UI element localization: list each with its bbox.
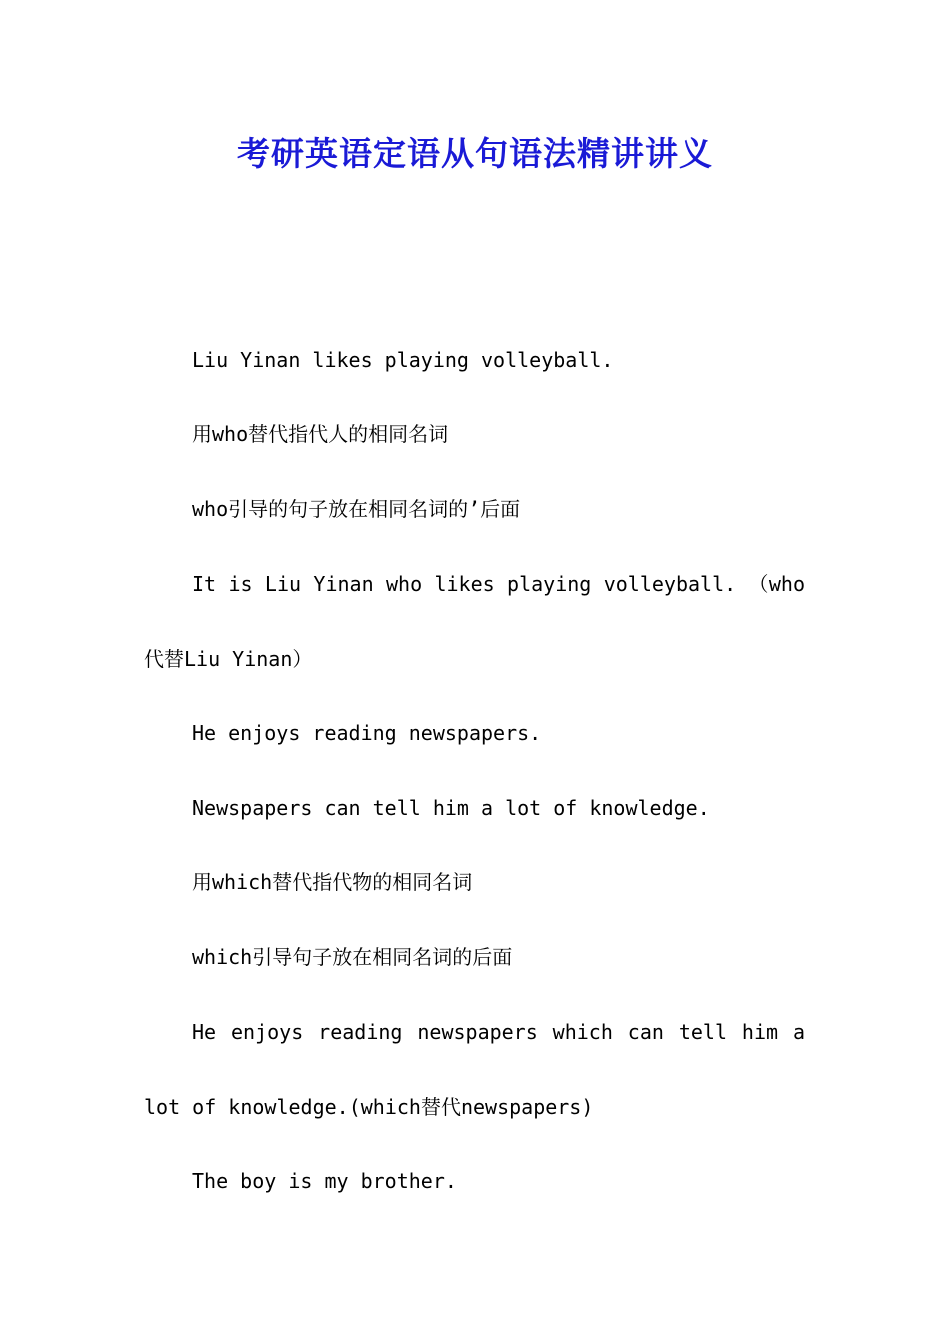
paragraph-line: who引导的句子放在相同名词的’后面 (192, 497, 521, 521)
paragraph-line: 用which替代指代物的相同名词 (192, 870, 473, 894)
paragraph-line: He enjoys reading newspapers. (192, 721, 542, 745)
paragraph-line: It is Liu Yinan who likes playing volleyball. （who (192, 572, 805, 596)
paragraph-line: 代替Liu Yinan） (144, 647, 313, 671)
paragraph-line: The boy is my brother. (192, 1169, 457, 1193)
paragraph-line: which引导句子放在相同名词的后面 (192, 945, 513, 969)
paragraph-line: Liu Yinan likes playing volleyball. (192, 348, 614, 372)
paragraph-line: Newspapers can tell him a lot of knowledge. (192, 796, 710, 820)
paragraph-line: He enjoys reading newspapers which can tell him a (192, 1020, 805, 1044)
document-title: 考研英语定语从句语法精讲讲义 (237, 134, 713, 173)
paragraph-line: lot of knowledge.(which替代newspapers) (144, 1095, 594, 1119)
paragraph-line: 用who替代指代人的相同名词 (192, 422, 449, 446)
